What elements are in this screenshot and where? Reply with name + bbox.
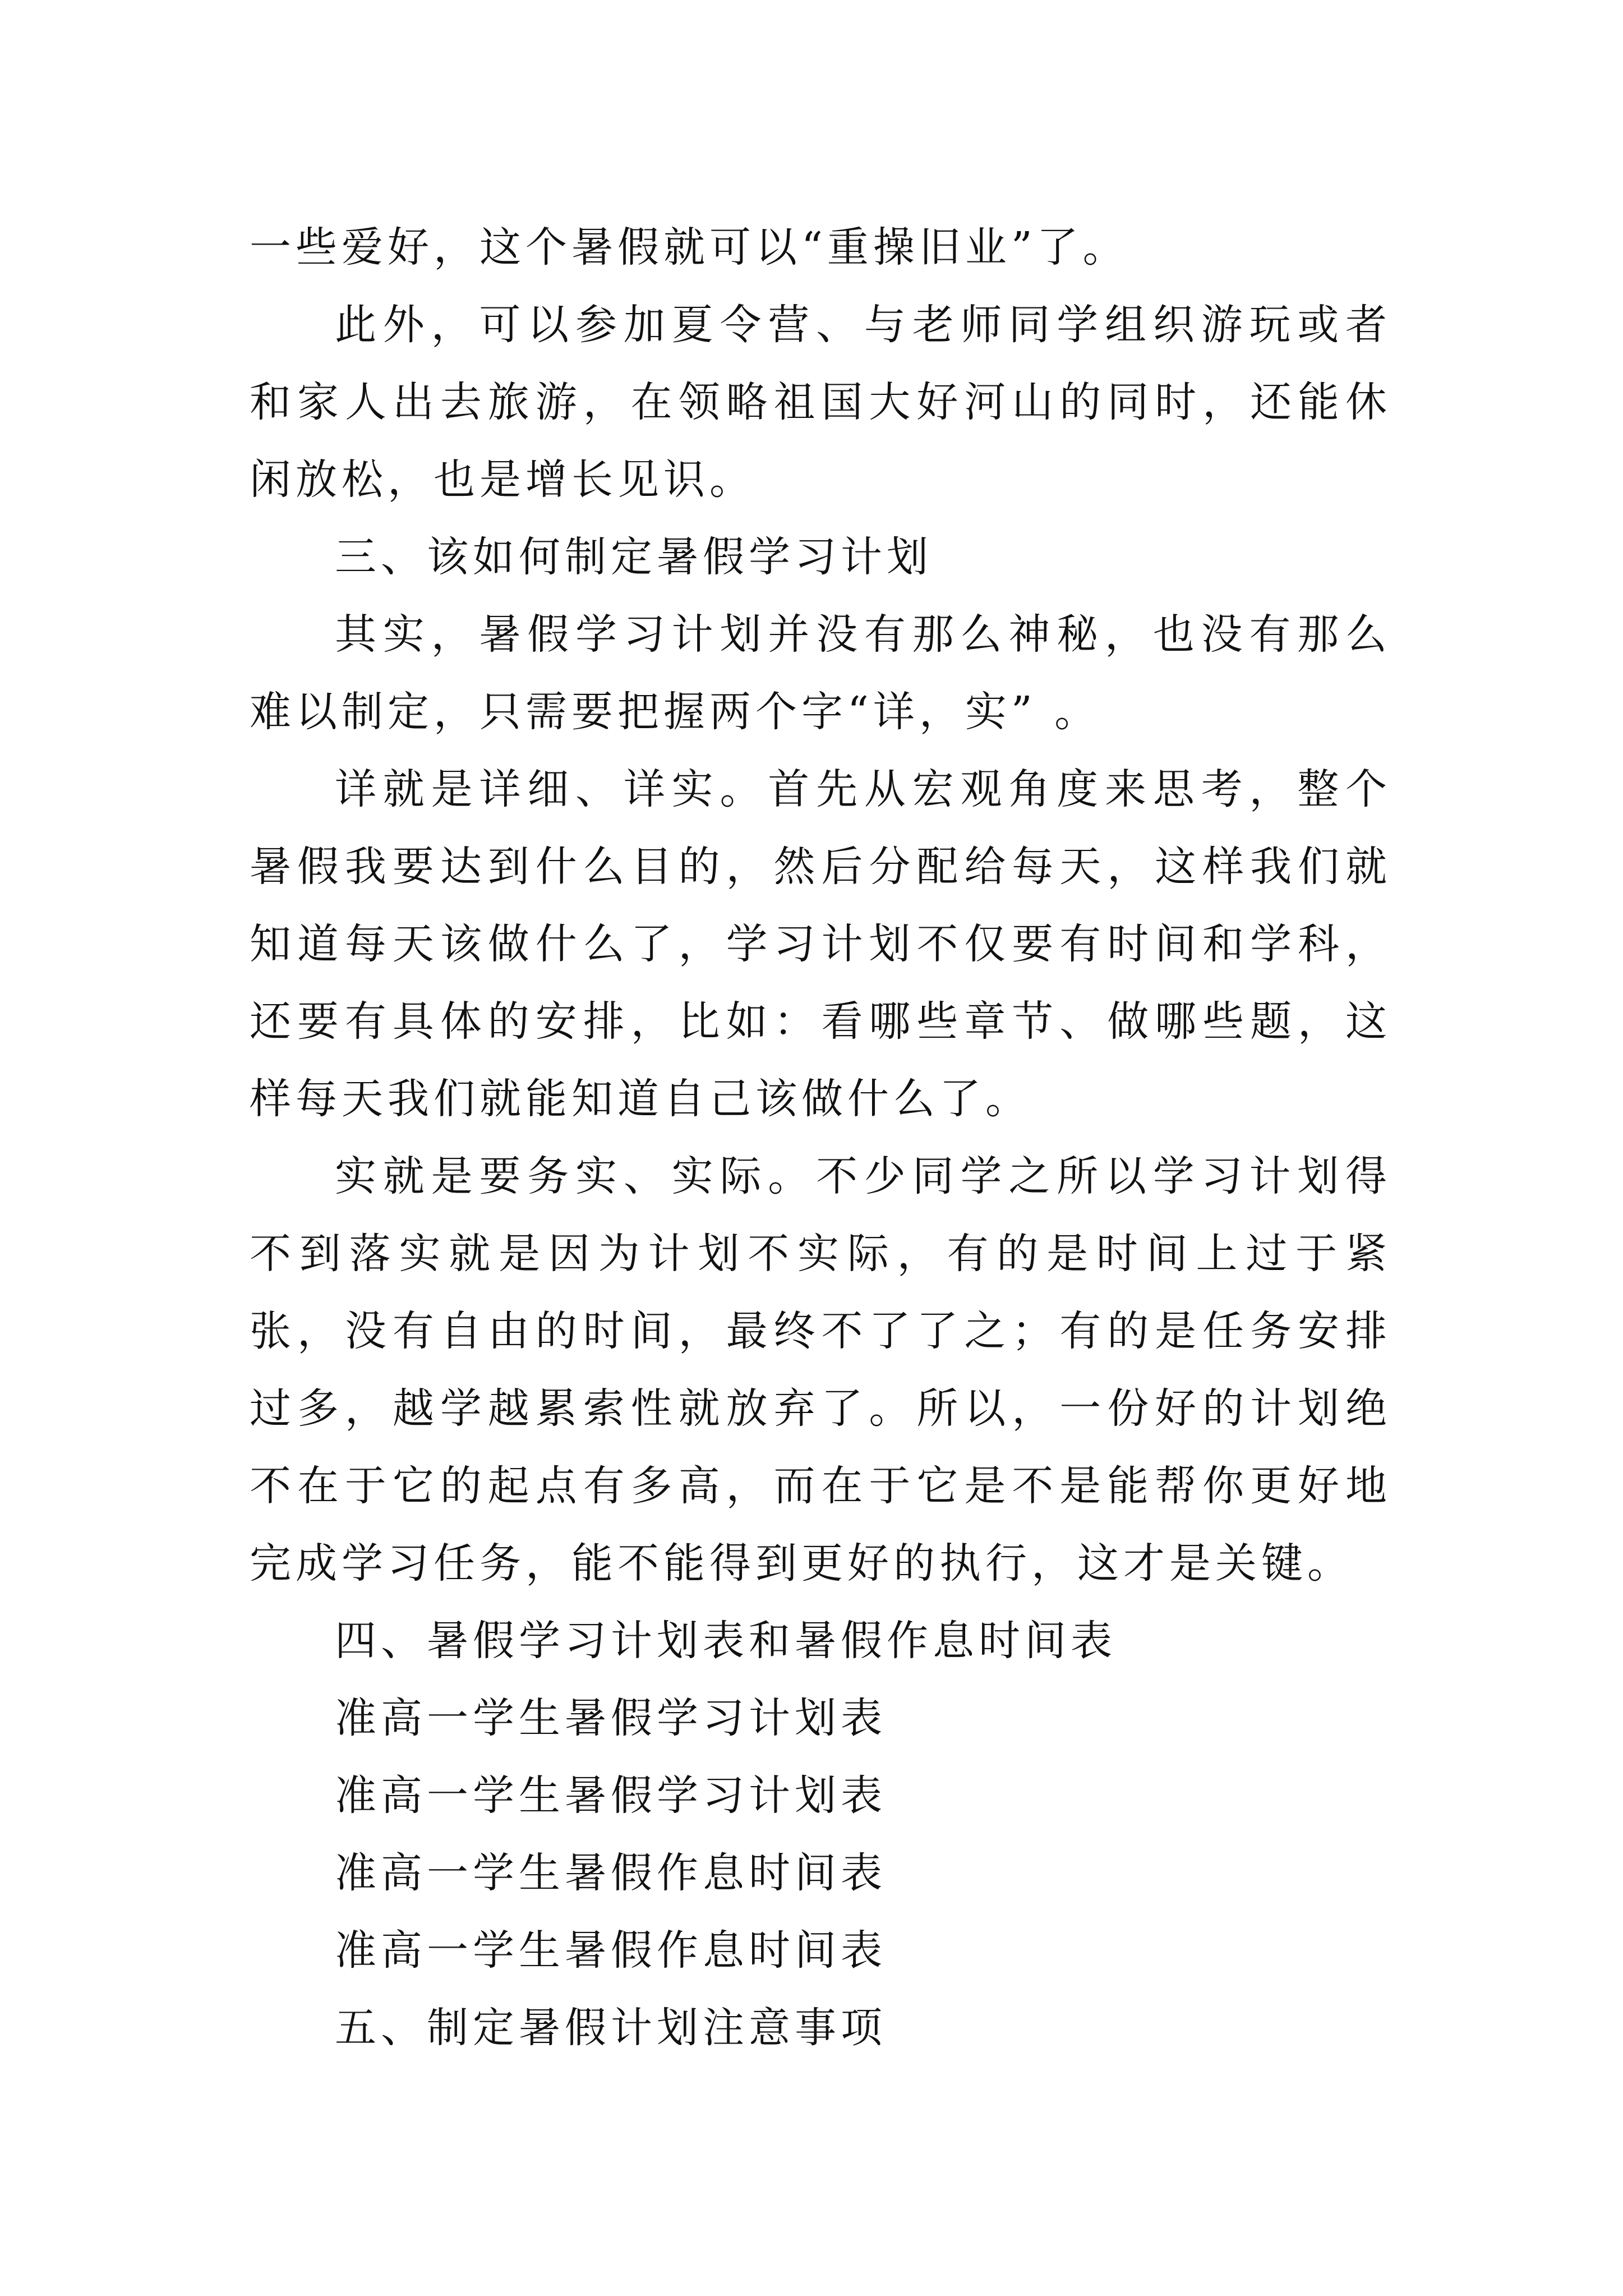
section-heading-3: 三、该如何制定暑假学习计划 [335,533,933,581]
table-caption-schedule-1: 准高一学生暑假作息时间表 [335,1849,887,1897]
paragraph-summer-activities: 此外，可以参加夏令营、与老师同学组织游玩或者和家人出去旅游，在领略祖国大好河山的同时，还能休闲放松，也是增长见识。 [250,301,1391,504]
table-caption-schedule-2: 准高一学生暑假作息时间表 [335,1926,887,1975]
table-caption-study-plan-2: 准高一学生暑假学习计划表 [335,1772,887,1820]
paragraph-hobbies-continuation: 一些爱好，这个暑假就可以“重操旧业”了。 [250,223,1129,272]
section-heading-4: 四、暑假学习计划表和暑假作息时间表 [335,1617,1117,1665]
paragraph-plan-intro: 其实，暑假学习计划并没有那么神秘，也没有那么难以制定，只需要把握两个字“详，实” 。 [250,610,1391,736]
table-caption-study-plan-1: 准高一学生暑假学习计划表 [335,1694,887,1742]
document-body [250,209,1391,2067]
section-heading-5: 五、制定暑假计划注意事项 [335,2004,887,2052]
paragraph-practical: 实就是要务实、实际。不少同学之所以学习计划得不到落实就是因为计划不实际，有的是时间上过于紧张，没有自由的时间，最终不了了之；有的是任务安排过多，越学越累索性就放弃了。所以，一份好的计划绝不在于它的起点有多高，而在于它是不是能帮你更好地完成学习任务，能不能得到更好的执行，这才是关键。 [250,1152,1391,1588]
paragraph-detailed: 详就是详细、详实。首先从宏观角度来思考，整个暑假我要达到什么目的，然后分配给每天，这样我们就知道每天该做什么了，学习计划不仅要有时间和学科，还要有具体的安排，比如：看哪些章节、做哪些题，这样每天我们就能知道自己该做什么了。 [250,765,1391,1123]
